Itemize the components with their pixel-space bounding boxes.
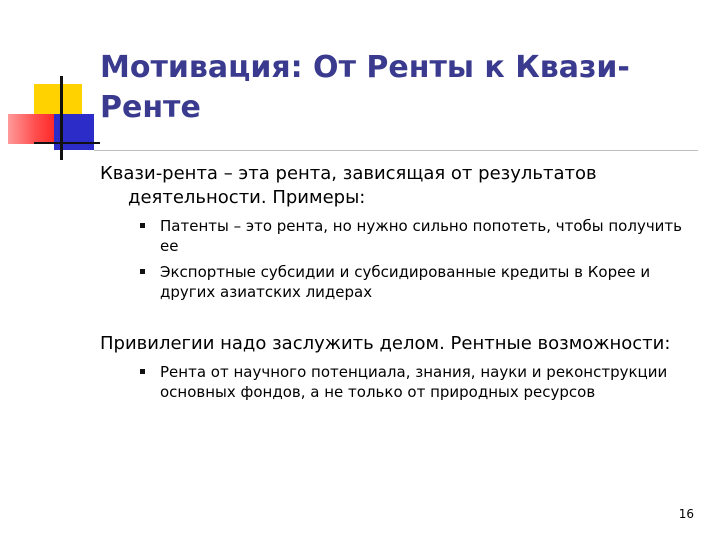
slide-title: Мотивация: От Ренты к Квази-Ренте <box>100 50 630 125</box>
bullet-list-opportunities <box>100 362 700 402</box>
logo-vertical-line <box>60 76 63 160</box>
list-item <box>160 262 700 302</box>
paragraph-quasi-rent: Квази-рента – эта рента, зависящая от результатов деятельности. Примеры: <box>100 163 597 208</box>
bullet-square-icon <box>140 223 145 228</box>
bullet-square-icon <box>140 269 145 274</box>
logo-red-bar <box>8 114 54 144</box>
paragraph-privileges: Привилегии надо заслужить делом. Рентные возможности: <box>100 333 671 354</box>
list-item-text: Патенты – это рента, но нужно сильно попотеть, чтобы получить ее <box>160 217 683 255</box>
list-item-text: Экспортные субсидии и субсидированные кредиты в Корее и других азиатских лидерах <box>160 263 651 301</box>
list-item <box>160 362 700 402</box>
list-item <box>160 216 700 256</box>
list-item-text: Рента от научного потенциала, знания, науки и реконструкции основных фондов, а не только от природных ресурсов <box>160 363 668 401</box>
bullet-list-examples <box>100 216 700 302</box>
title-divider <box>94 150 698 151</box>
slide-content <box>100 162 700 408</box>
logo-horizontal-line <box>34 142 100 144</box>
page-number: 16 <box>678 507 694 521</box>
bullet-square-icon <box>140 369 145 374</box>
